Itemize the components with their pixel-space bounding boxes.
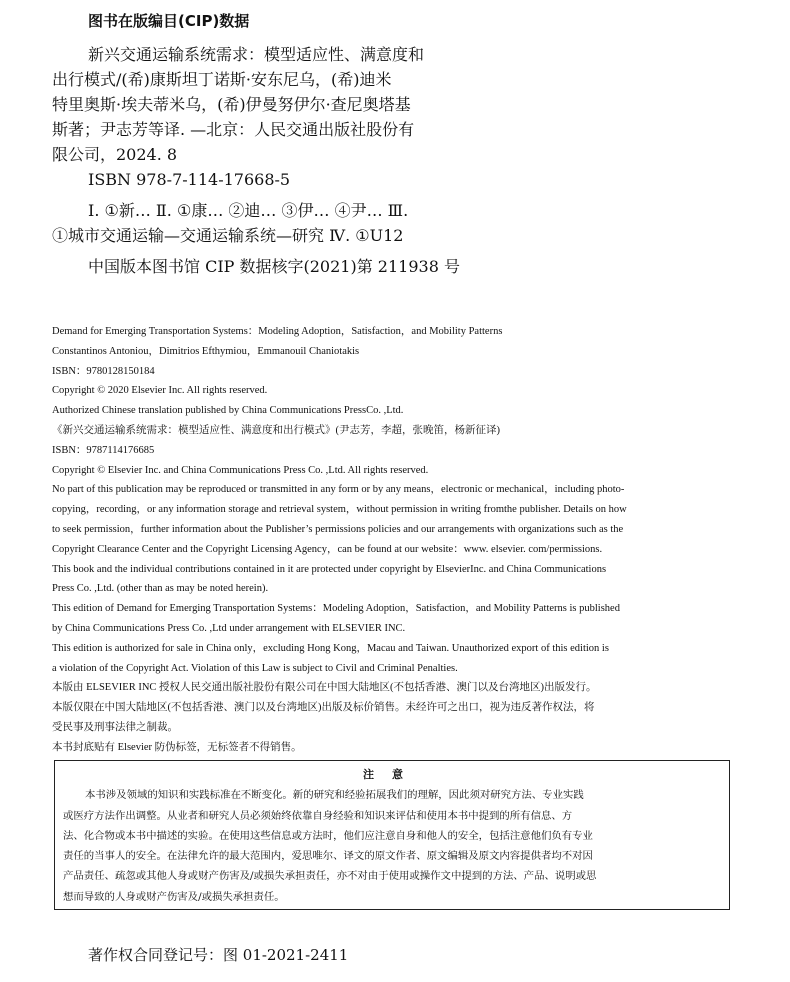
classification-line: Ⅰ. ①新… Ⅱ. ①康… ②迪… ③伊… ④尹… Ⅲ. bbox=[88, 201, 409, 220]
cip-line: 限公司，2024. 8 bbox=[52, 145, 178, 164]
notice-box bbox=[54, 760, 730, 910]
copyright-line: Demand for Emerging Transportation Systems：Modeling Adoption，Satisfaction，and Mobility Patterns bbox=[52, 326, 503, 337]
copyright-line: This edition is authorized for sale in China only，excluding Hong Kong，Macau and Taiwan. Unauthorized export of this edition is bbox=[52, 642, 609, 654]
classification-line: ①城市交通运输—交通运输系统—研究 Ⅳ. ①U12 bbox=[52, 226, 404, 245]
copyright-line: Press Co. ,Ltd. (other than as may be noted herein). bbox=[52, 583, 269, 595]
copyright-line: copying，recording，or any information storage and retrieval system，without permission in writing fromthe publisher. Details on how bbox=[52, 504, 627, 516]
copyright-line: This edition of Demand for Emerging Transportation Systems：Modeling Adoption，Satisfaction，and Mobility Patterns is published bbox=[52, 603, 620, 615]
copyright-line: This book and the individual contributions contained in it are protected under copyright by ElsevierInc. and China Communications bbox=[52, 563, 607, 575]
notice-line: 想而导致的人身或财产伤害及/或损失承担责任。 bbox=[63, 890, 285, 903]
copyright-line: 受民事及刑事法律之制裁。 bbox=[52, 721, 178, 733]
copyright-line: 本版由 ELSEVIER INC 授权人民交通出版社股份有限公司在中国大陆地区(不包括香港、澳门以及台湾地区)出版发行。 bbox=[52, 682, 597, 694]
cip-heading: 图书在版编目(CIP)数据 bbox=[88, 12, 250, 30]
cip-line: 出行模式/(希)康斯坦丁诺斯·安东尼乌，(希)迪米 bbox=[52, 70, 392, 89]
cip-line: 新兴交通运输系统需求：模型适应性、满意度和 bbox=[88, 45, 425, 64]
copyright-registration-number: 著作权合同登记号：图 01-2021-2411 bbox=[88, 946, 349, 964]
copyright-line: Constantinos Antoniou，Dimitrios Efthymiou，Emmanouil Chaniotakis bbox=[52, 345, 360, 357]
notice-line: 或医疗方法作出调整。从业者和研究人员必须始终依靠自身经验和知识来评估和使用本书中提到的所有信息、方 bbox=[63, 809, 573, 822]
copyright-line: a violation of the Copyright Act. Violation of this Law is subject to Civil and Criminal Penalties. bbox=[52, 662, 458, 674]
copyright-line: to seek permission，further information about the Publisher’s permissions policies and our arrangements with organizations such as the bbox=[52, 523, 624, 535]
notice-heading: 注意 bbox=[363, 768, 421, 781]
cip-line: 斯著；尹志芳等译. —北京：人民交通出版社股份有 bbox=[52, 120, 415, 139]
copyright-line: 《新兴交通运输系统需求：模型适应性、满意度和出行模式》(尹志芳，李超，张晚笛，杨新征译) bbox=[52, 424, 500, 436]
copyright-line: 本书封底贴有 Elsevier 防伪标签，无标签者不得销售。 bbox=[52, 741, 302, 753]
copyright-line: ISBN：9787114176685 bbox=[52, 444, 155, 456]
copyright-line: Copyright © Elsevier Inc. and China Communications Press Co. ,Ltd. All rights reserved. bbox=[52, 464, 429, 476]
copyright-line: by China Communications Press Co. ,Ltd under arrangement with ELSEVIER INC. bbox=[52, 622, 406, 634]
notice-line: 法、化合物或本书中描述的实验。在使用这些信息或方法时，他们应注意自身和他人的安全，包括注意他们负有专业 bbox=[63, 829, 593, 842]
copyright-line: 本版仅限在中国大陆地区(不包括香港、澳门以及台湾地区)出版及标价销售。未经许可之出口，视为违反著作权法，将 bbox=[52, 702, 595, 714]
isbn-line: ISBN 978-7-114-17668-5 bbox=[88, 170, 291, 189]
notice-line: 产品责任、疏忽或其他人身或财产伤害及/或损失承担责任，亦不对由于使用或操作文中提到的方法、产品、说明或思 bbox=[63, 870, 597, 883]
notice-line: 责任的当事人的安全。在法律允许的最大范围内，爱思唯尔、译文的原文作者、原文编辑及原文内容提供者均不对因 bbox=[63, 850, 593, 863]
copyright-line: ISBN：9780128150184 bbox=[52, 365, 155, 377]
cip-line: 特里奥斯·埃夫蒂米乌，(希)伊曼努伊尔·查尼奥塔基 bbox=[52, 95, 411, 114]
cip-data-block bbox=[52, 42, 512, 279]
copyright-line: Copyright Clearance Center and the Copyright Licensing Agency，can be found at our website：www. elsevier. com/permissions. bbox=[52, 543, 603, 555]
notice-line: 本书涉及领域的知识和实践标准在不断变化。新的研究和经验拓展我们的理解，因此须对研究方法、专业实践 bbox=[85, 789, 584, 802]
copyright-line: No part of this publication may be reproduced or transmitted in any form or by any means，electronic or mechanical，including photo- bbox=[52, 484, 625, 496]
cip-record-number: 中国版本图书馆 CIP 数据核字(2021)第 211938 号 bbox=[88, 257, 460, 276]
copyright-line: Authorized Chinese translation published by China Communications PressCo. ,Ltd. bbox=[52, 405, 404, 417]
copyright-line: Copyright © 2020 Elsevier Inc. All rights reserved. bbox=[52, 385, 268, 397]
copyright-block bbox=[52, 322, 742, 758]
